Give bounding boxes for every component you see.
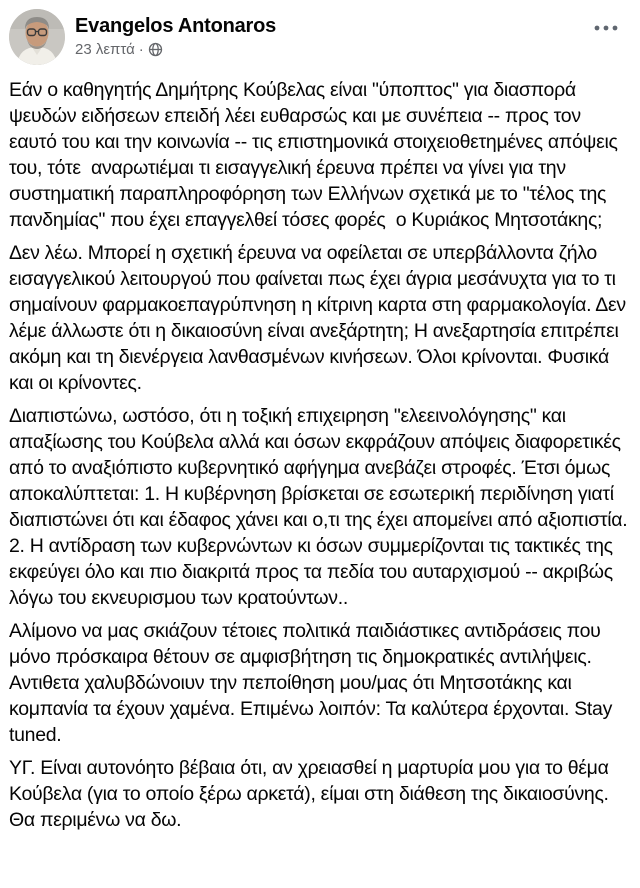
- meta-separator: ·: [138, 41, 144, 58]
- post-paragraph: Αλίμονο να μας σκιάζουν τέτοιες πολιτικά παιδιάστικες αντιδράσεις που μόνο πρόσκαιρα θέτουν σε αμφισβήτηση τις δημοκρατικές αντιλήψεις. Αντιθετα χαλυβδώνοιυν την πεποίθηση μου/μας ότι Μητσοτάκης και κομπανία τα έχουν χαμένα. Επιμένω λοιπόν: Τα καλύτερα έρχονται. Stay tuned.: [9, 620, 618, 746]
- timestamp[interactable]: 23 λεπτά: [75, 41, 135, 58]
- post-meta: [75, 41, 590, 58]
- post-paragraph: Διαπιστώνω, ωστόσο, ότι η τοξική επιχειρηση "ελεεινολόγησης" και απαξίωσης του Κούβελα αλλά και όσων εκφράζουν απόψεις διαφορετικές από το αναξιόπιστο κυβερνητικό αφήγημα ανεβάζει στροφές. Έτσι όμως αποκαλύπτεται: 1. Η κυβέρνηση βρίσκεται σε εσωτερική περιδίνηση γιατί διαπιστώνει ότι και έδαφος χάνει και ο,τι της έχει απομείνει από αξιοπιστία. 2. Η αντίδραση των κυβερνώντων κι όσων συμμερίζονται τις τακτικές της εκφεύγει όλο και πιο διακριτά προς τα πεδία του αυταρχισμού -- ακριβώς λόγω του εκνευρισμου των κρατούντων..: [9, 405, 633, 609]
- post-paragraph: Δεν λέω. Μπορεί η σχετική έρευνα να οφείλεται σε υπερβάλλοντα ζήλο εισαγγελικού λειτουργού που φαίνεται πως έχει άγρια μεσάνυχτα για το τι σημαίνουν φαρμακοεπαγρύπνηση η κίτρινη καρτα στη φαρμακολογία. Δεν λέμε άλλωστε ότι η δικαιοσύνη είναι ανεξάρτητη; Η ανεξαρτησία επιτρέπει ακόμη και τη διενέργεια λανθασμένων κινήσεων. Όλοι κρίνονται. Φυσικά και οι κρίνοντες.: [9, 242, 631, 394]
- post-options-button[interactable]: [590, 9, 622, 47]
- post-body: [0, 71, 640, 833]
- globe-icon: [148, 42, 163, 57]
- avatar-photo: [9, 9, 65, 65]
- ellipsis-icon: [592, 23, 620, 33]
- post-header: [0, 0, 640, 71]
- post-paragraph: Εάν ο καθηγητής Δημήτρης Κούβελας είναι "ύποπτος" για διασπορά ψευδών ειδήσεων επειδή λέει ευθαρσώς και με συνέπεια -- προς τον εαυτό του και την κοινωνία -- τις επιστημονικά στοιχειοθετημένες απόψεις του, τότε αναρωτιέμαι τι εισαγγελική έρευνα πρέπει να γίνει για την συστηματική παραπληροφόρηση των Ελλήνων σχετικά με το "τέλος της πανδημίας" που έχει επαγγελθεί τόσες φορές ο Κυριάκος Μητσοτάκης;: [9, 79, 623, 231]
- avatar[interactable]: [9, 9, 65, 65]
- post-paragraph: ΥΓ. Είναι αυτονόητο βέβαια ότι, αν χρειασθεί η μαρτυρία μου για το θέμα Κούβελα (για το οποίο ξέρω αρκετά), είμαι στη διάθεση της δικαιοσύνης. Θα περιμένω να δω.: [9, 757, 614, 831]
- author-name[interactable]: Evangelos Antonaros: [75, 15, 277, 37]
- post-header-info: [75, 9, 590, 58]
